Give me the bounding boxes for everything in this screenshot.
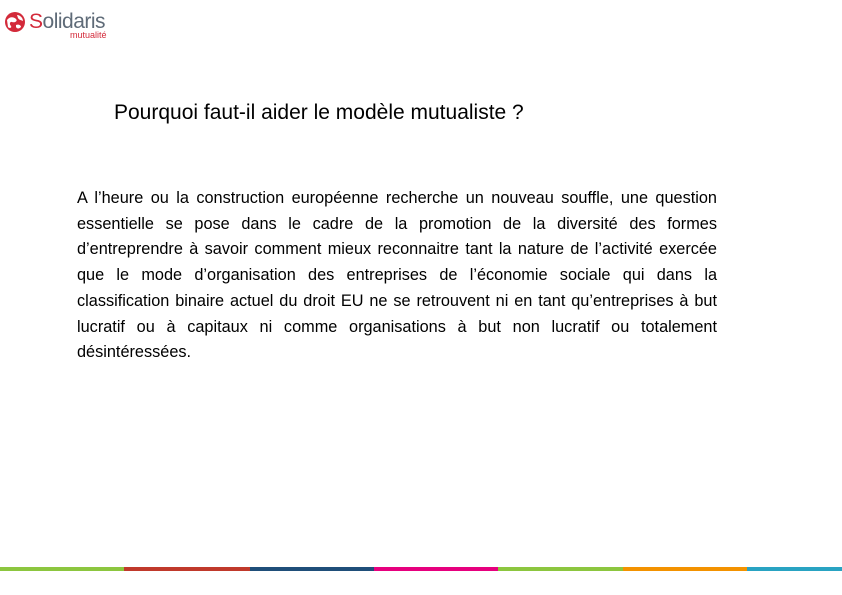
- logo-tagline: mutualité: [70, 30, 107, 40]
- footer-stripe-orange: [623, 567, 747, 571]
- footer-stripe-teal: [747, 567, 842, 571]
- footer-stripe-red: [124, 567, 250, 571]
- footer-stripe-green: [0, 567, 124, 571]
- logo-wordmark-rest: olidaris: [42, 10, 106, 33]
- footer-stripe-pink: [374, 567, 498, 571]
- footer-stripe-navy: [250, 567, 374, 571]
- footer-color-bar: [0, 567, 842, 571]
- globe-logo-icon: [4, 11, 26, 33]
- footer-stripe-lime: [498, 567, 623, 571]
- logo-wordmark-initial: S: [29, 10, 43, 33]
- slide-title: Pourquoi faut-il aider le modèle mutualiste ?: [114, 101, 524, 124]
- slide-paragraph: A l’heure ou la construction européenne recherche un nouveau souffle, une question essentielle se pose dans le cadre de la promotion de la diversité des formes d’entreprendre à savoir comment mieux reconnaitre tant la nature de l’activité exercée que le mode d’organisation des entreprises de l’économie sociale qui dans la classification binaire actuel du droit EU ne se retrouvent ni en tant qu’entreprises à but lucratif ou à capitaux ni comme organisations à but non lucratif ou totalement désintéressées.: [77, 189, 717, 362]
- solidaris-logo: [4, 9, 116, 41]
